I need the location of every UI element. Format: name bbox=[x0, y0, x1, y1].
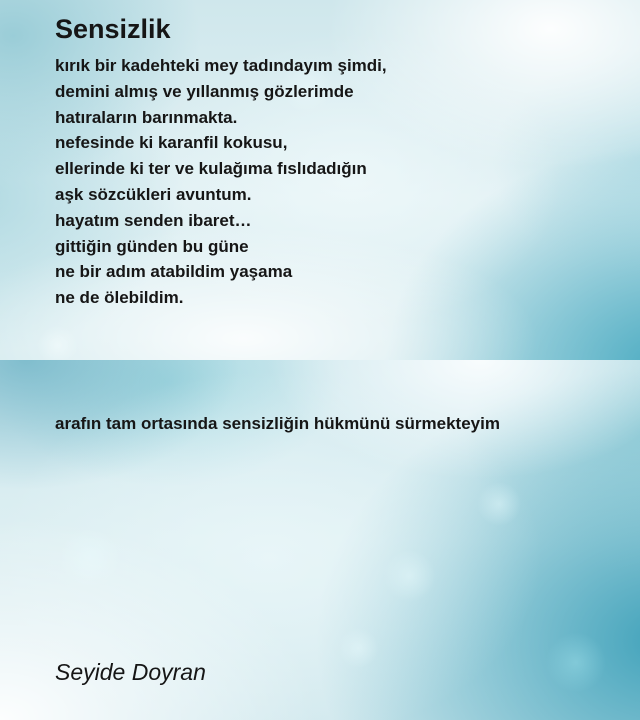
author-name: Seyide Doyran bbox=[55, 659, 206, 685]
poem-line: aşk sözcükleri avuntum. bbox=[55, 184, 252, 204]
poem-line: ellerinde ki ter ve kulağıma fıslıdadığın bbox=[55, 159, 367, 179]
poem-line: hatıraların barınmakta. bbox=[55, 107, 238, 127]
poem-body bbox=[55, 53, 387, 311]
poem-line: nefesinde ki karanfil kokusu, bbox=[55, 133, 288, 153]
poem-line: kırık bir kadehteki mey tadındayım şimdi, bbox=[55, 56, 387, 75]
poem-line: ne bir adım atabildim yaşama bbox=[55, 262, 293, 282]
poem-line: gittiğin günden bu güne bbox=[55, 236, 249, 256]
poem-line: hayatım senden ibaret… bbox=[55, 210, 252, 230]
poem-line: ne de ölebildim. bbox=[55, 288, 184, 308]
poem-closing-line: arafın tam ortasında sensizliğin hükmünü sürmekteyim bbox=[55, 414, 500, 433]
poem-line: demini almış ve yıllanmış gözlerimde bbox=[55, 81, 354, 101]
poem-title: Sensizlik bbox=[55, 14, 171, 44]
